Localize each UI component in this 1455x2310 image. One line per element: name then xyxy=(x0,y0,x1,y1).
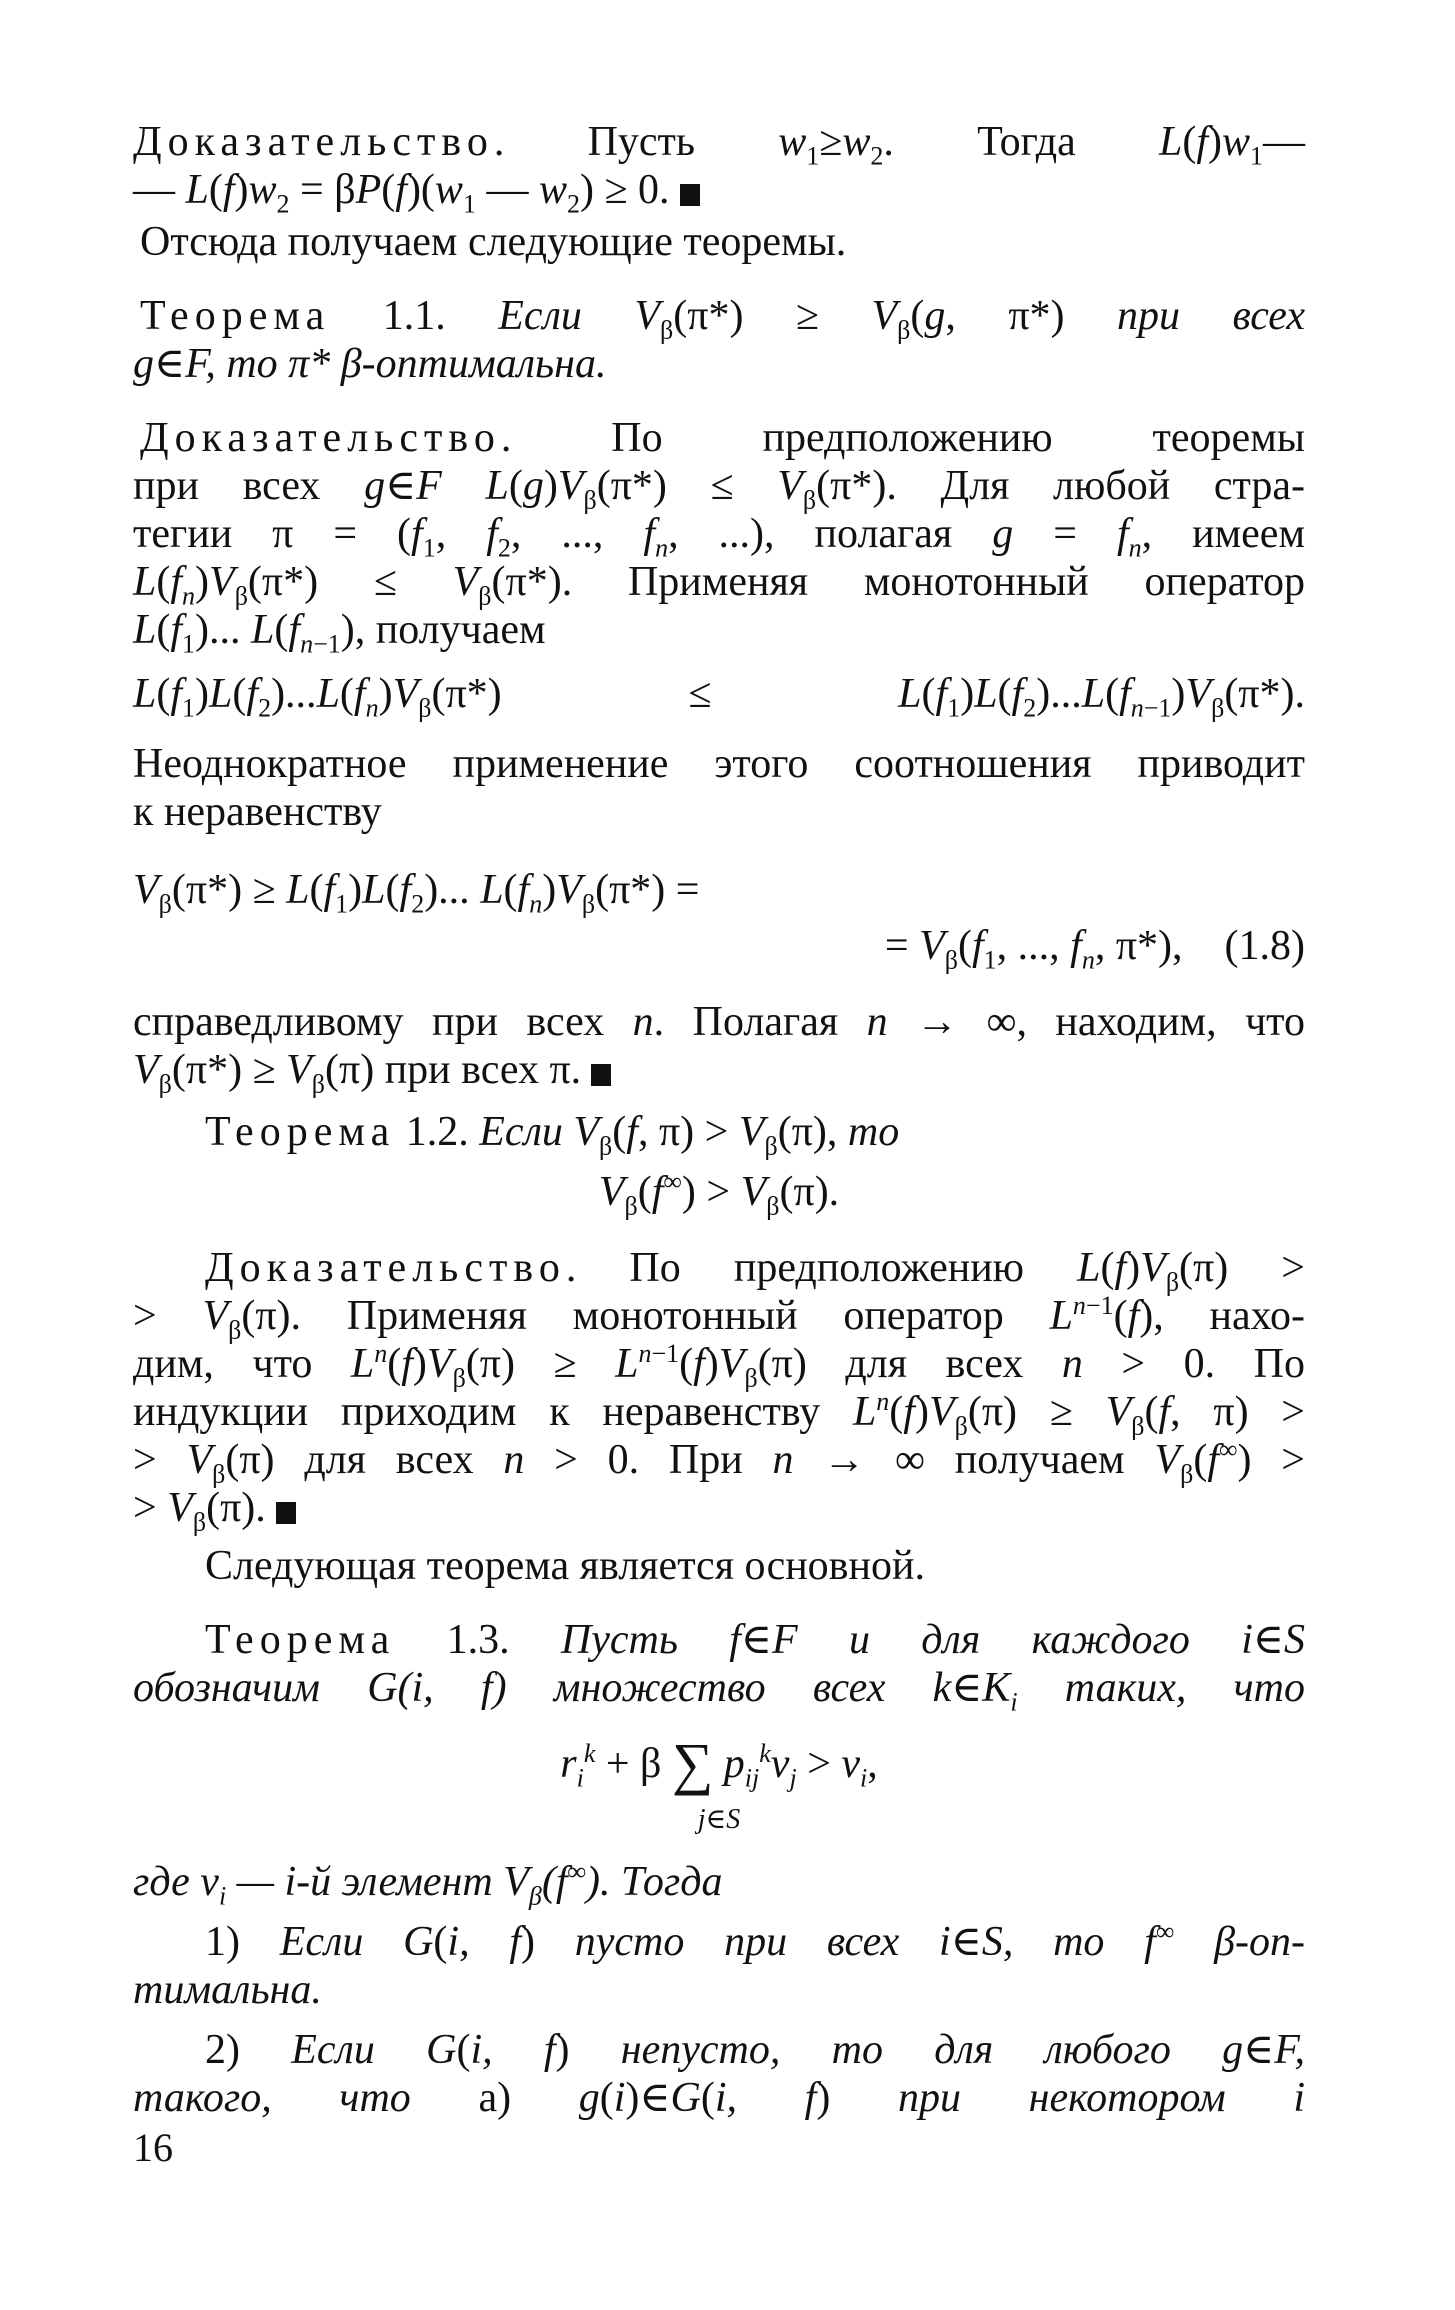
text-line: Доказательство. По предположению теоремы xyxy=(140,415,1305,461)
text-line: $L(f_n)V_\beta(\pi*) \le V_\beta(\pi*)$. Применяя монотонный оператор xyxy=(133,559,1305,611)
text-line: Доказательство. По предположению $L(f)V_\beta(\pi)$ > xyxy=(205,1245,1305,1297)
text-line: Отсюда получаем следующие теоремы. xyxy=(140,219,847,265)
formula-line: $V_\beta(\pi*) \ge L(f_1)L(f_2)$... $L(f_n)V_\beta(\pi*)$ = xyxy=(133,867,700,919)
text-line: Следующая теорема является основной. xyxy=(205,1543,925,1589)
text-line: справедливому при всех n. Полагая n → ∞, находим, что xyxy=(133,999,1305,1045)
text-line: $V_\beta(\pi*) \ge V_\beta(\pi)$ при всех π. xyxy=(133,1046,611,1094)
text-line: 2) Если G(i, f) непусто, то для любого g∈F, xyxy=(205,2027,1305,2073)
text-line: $L(f_1)$... $L(f_{n-1})$, получаем xyxy=(133,607,546,659)
text-line: > $V_\beta(\pi)$. Применяя монотонный оператор $L^{n-1}(f)$, нахо- xyxy=(133,1291,1306,1345)
qed-mark xyxy=(680,184,700,206)
formula-line: = $V_\beta(f_1$, ..., $f_n$, π*), (1.8) xyxy=(884,923,1305,975)
text-line: > $V_\beta(\pi)$. xyxy=(133,1484,296,1532)
text-line: такого, что а) g(i)∈G(i, f) при некотором i xyxy=(133,2075,1305,2121)
text-line: > $V_\beta(\pi)$ для всех n > 0. При n → ∞ получаем $V_\beta(f^\infty)$ > xyxy=(133,1435,1305,1489)
text-line: 1) Если G(i, f) пусто при всех i∈S, то f∞ β-оп- xyxy=(205,1917,1305,1965)
formula-line: $V_\beta(f^\infty) > V_\beta(\pi)$. xyxy=(598,1167,840,1221)
text-line: где $v_i$ — i-й элемент $V_\beta(f^\infty)$. Тогда xyxy=(133,1857,723,1911)
text-line: к неравенству xyxy=(133,789,382,835)
sum-index: j∈S xyxy=(697,1804,741,1835)
text-line: тимальна. xyxy=(133,1967,322,2013)
text-line: тегии $\pi = (f_1$, $f_2$, ..., $f_n$, ...), полагая $g = f_n$, имеем xyxy=(133,511,1306,563)
text-line: индукции приходим к неравенству $L^n(f)V_\beta(\pi) \ge V_\beta(f$, π) > xyxy=(133,1387,1305,1441)
formula-line: $r_i^k + \beta$ ∑ $p_{ij}^kv_j > v_i$, xyxy=(560,1731,878,1796)
equation-number: (1.8) xyxy=(1224,923,1305,969)
theorem-1-1-line: Теорема 1.1. Если $V_\beta(\pi*) \ge V_\beta(g$, π*) при всех xyxy=(140,293,1306,345)
formula-line: $L(f_1)L(f_2)...L(f_n)V_\beta(\pi*) \le L(f_1)L(f_2)...L(f_{n-1})V_\beta(\pi*)$. xyxy=(133,671,1305,723)
text-line: Доказательство. Пусть $w_1\ge w_2$. Тогда $L(f)w_1—$ xyxy=(133,119,1305,171)
theorem-1-3-line: Теорема 1.3. Пусть f∈F и для каждого i∈S xyxy=(205,1617,1305,1663)
text-line: при всех g∈F $L(g)V_\beta(\pi*) \le V_\beta(\pi*)$. Для любой стра- xyxy=(133,463,1306,515)
text-line: обозначим G(i, f) множество всех $k\in K_i$ таких, что xyxy=(133,1665,1306,1717)
text-line: дим, что $L^n(f)V_\beta(\pi) \ge L^{n-1}(f)V_\beta(\pi)$ для всех n > 0. По xyxy=(133,1339,1305,1393)
qed-mark xyxy=(276,1502,296,1524)
text-line: g∈F, то π* β-оптимальна. xyxy=(133,341,607,387)
page-number: 16 xyxy=(133,2125,173,2170)
theorem-1-2-line: Теорема 1.2. Если $V_\beta(f$, $\pi) > V_\beta(\pi)$, то xyxy=(205,1109,900,1161)
text-line: Неоднократное применение этого соотношения приводит xyxy=(133,741,1305,787)
qed-mark xyxy=(591,1064,611,1086)
text-line: — $L(f)w_2 = \beta P(f)(w_1$ — $w_2) \ge 0$. xyxy=(133,166,700,214)
